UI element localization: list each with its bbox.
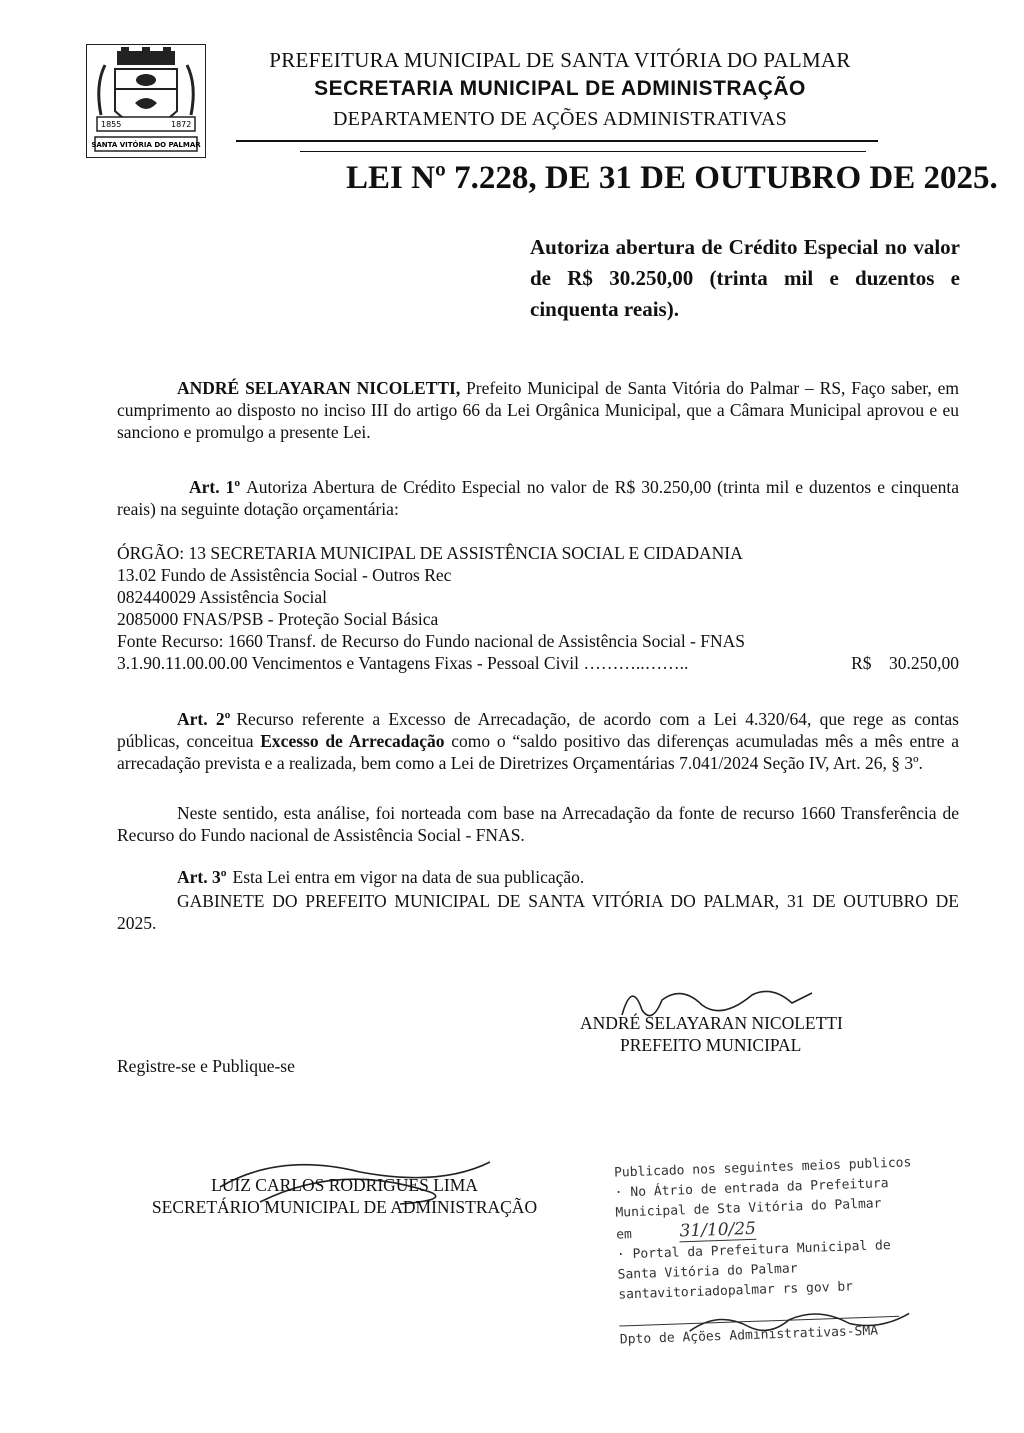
stamp-line-3: Municipal de Sta Vitória do Palmar — [615, 1196, 882, 1221]
law-title: LEI Nº 7.228, DE 31 DE OUTUBRO DE 2025. — [346, 160, 998, 196]
article-2 — [117, 708, 959, 774]
header-divider-thin — [300, 151, 866, 152]
mayor-name: ANDRÉ SELAYARAN NICOLETTI — [580, 1013, 843, 1033]
article-2-text-b: como o “saldo positivo das diferenças acumuladas mês a mês entre a arrecadação prevista e a realizada, bem como a Lei de Diretrizes Orçamentárias 7.041/2024 Seção IV, Art. 26, § 3º. — [117, 731, 959, 773]
stamp-line-6: Santa Vitória do Palmar — [617, 1261, 798, 1283]
header-secretaria: SECRETARIA MUNICIPAL DE ADMINISTRAÇÃO — [314, 77, 806, 100]
mayor-title: PREFEITO MUNICIPAL — [620, 1035, 802, 1055]
article-2-bold-term: Excesso de Arrecadação — [260, 731, 445, 751]
secretary-name: LUIZ CARLOS RODRIGUES LIMA — [211, 1175, 478, 1195]
mayor-name-intro: ANDRÉ SELAYARAN NICOLETTI, — [177, 378, 461, 398]
emblem-year-left: 1855 — [101, 120, 122, 129]
budget-programa: 082440029 Assistência Social — [117, 587, 327, 607]
law-ementa: Autoriza abertura de Crédito Especial no valor de R$ 30.250,00 (trinta mil e duzentos e cinquenta reais). — [530, 235, 960, 321]
stamp-line-7: santavitoriadopalmar rs gov br — [618, 1279, 854, 1303]
article-3-label: Art. 3º — [177, 867, 227, 887]
mayor-signature-block — [580, 1012, 843, 1056]
article-3 — [117, 866, 959, 888]
article-2-neste-paragraph: Neste sentido, esta análise, foi norteada com base na Arrecadação da fonte de recurso 1660 Transferência de Recurso do Fundo nacional de Assistência Social - FNAS. — [117, 803, 959, 845]
article-1 — [117, 476, 959, 520]
secretary-title: SECRETÁRIO MUNICIPAL DE ADMINISTRAÇÃO — [151, 1197, 538, 1217]
publication-stamp — [614, 1152, 943, 1413]
budget-amount-wrap — [851, 652, 959, 674]
budget-element-row — [117, 652, 959, 674]
header-prefeitura: PREFEITURA MUNICIPAL DE SANTA VITÓRIA DO PALMAR — [269, 48, 851, 72]
stamp-handwritten-date: 31/10/25 — [679, 1218, 757, 1242]
budget-fonte: Fonte Recurso: 1660 Transf. de Recurso do Fundo nacional de Assistência Social - FNAS — [117, 631, 746, 651]
budget-amount: 30.250,00 — [889, 653, 959, 673]
budget-acao: 2085000 FNAS/PSB - Proteção Social Básica — [117, 609, 439, 629]
registre-publique: Registre-se e Publique-se — [117, 1056, 295, 1076]
emblem-year-right: 1872 — [171, 120, 192, 129]
article-1-text: Autoriza Abertura de Crédito Especial no valor de R$ 30.250,00 (trinta mil e duzentos e cinquenta reais) na seguinte dotação orçamentária: — [117, 477, 960, 519]
budget-currency: R$ — [851, 653, 872, 673]
secretary-signature-block — [117, 1174, 572, 1218]
intro-text: Prefeito Municipal de Santa Vitória do Palmar – RS, Faço saber, em cumprimento ao disposto no inciso III do artigo 66 da Lei Orgânica Municipal, que a Câmara Municipal aprovou e eu sanciono e promulgo a presente Lei. — [117, 378, 959, 442]
stamp-line-8: Dpto de Ações Administrativas-SMA — [619, 1323, 879, 1348]
budget-unidade: 13.02 Fundo de Assistência Social - Outros Rec — [117, 565, 452, 585]
article-2-label: Art. 2º — [177, 709, 231, 729]
emblem-banner: SANTA VITÓRIA DO PALMAR — [91, 141, 201, 149]
budget-orgao: ÓRGÃO: 13 SECRETARIA MUNICIPAL DE ASSISTÊNCIA SOCIAL E CIDADANIA — [117, 543, 743, 563]
municipal-coat-of-arms — [86, 44, 206, 158]
budget-allocation — [117, 542, 959, 674]
header-divider-thick — [236, 140, 878, 142]
stamp-line-2: · No Átrio de entrada da Prefeitura — [614, 1176, 889, 1201]
article-3-text: Esta Lei entra em vigor na data de sua publicação. — [232, 867, 585, 887]
budget-elemento: 3.1.90.11.00.00.00 Vencimentos e Vantagens Fixas - Pessoal Civil ………..…….. — [117, 653, 689, 673]
article-1-label: Art. 1º — [189, 477, 241, 497]
intro-paragraph — [117, 377, 959, 443]
stamp-line-4: em — [615, 1227, 633, 1243]
gabinete-line: GABINETE DO PREFEITO MUNICIPAL DE SANTA VITÓRIA DO PALMAR, 31 DE OUTUBRO DE 2025. — [117, 891, 959, 933]
stamp-line-5: · Portal da Prefeitura Municipal de — [616, 1238, 891, 1263]
header-departamento: DEPARTAMENTO DE AÇÕES ADMINISTRATIVAS — [332, 108, 788, 130]
stamp-line-1: Publicado nos seguintes meios publicos — [613, 1155, 912, 1181]
article-2-text-a: Recurso referente a Excesso de Arrecadação, de acordo com a Lei 4.320/64, que rege as contas públicas, conceitua — [117, 709, 959, 751]
